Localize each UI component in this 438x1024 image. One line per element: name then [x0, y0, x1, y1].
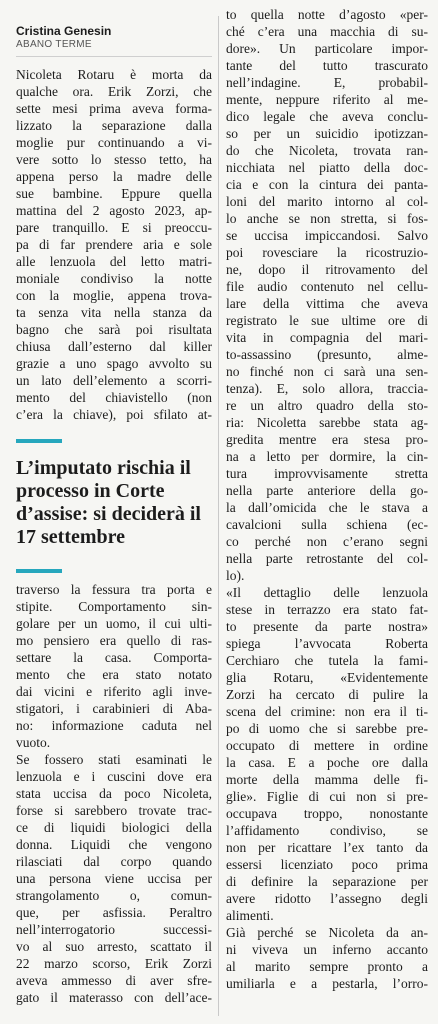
text-line: Zorzi ha cercato di pulire la [226, 687, 428, 702]
text-line: cavalcioni sulla schiena (ec- [226, 517, 428, 532]
text-line: tura improvvisamente stretta [226, 466, 428, 481]
text-line: avere ridotto l’assegno degli [226, 891, 428, 906]
text-line: nell’interrogatorio successi- [16, 922, 212, 937]
text-line: loni del marito intorno al col- [226, 194, 428, 209]
left-column [16, 0, 212, 1006]
text-line: cia e con la cintura dei panta- [226, 177, 428, 192]
text-line: lo). [226, 568, 245, 583]
text-line: l’affidamento condiviso, se [226, 823, 428, 838]
text-line: tenza). E, solo allora, traccia- [226, 381, 428, 396]
text-line: «Il dettaglio delle lenzuola [226, 585, 428, 600]
text-line: mo pensiero era quello di ras- [16, 633, 212, 648]
text-line: gredita mentre era stesa pro- [226, 432, 428, 447]
text-line: occupava troppo, nonostante [226, 806, 429, 821]
text-line: al marito sempre pronto a [226, 959, 428, 974]
text-line: alimenti. [226, 908, 274, 923]
text-line: ne, dopo il ritrovamento del [226, 262, 428, 277]
text-line: grazie a uno spago avvolto su [16, 356, 212, 371]
article-body-right [226, 6, 428, 992]
text-line: non per ricattare l’ex tanto da [226, 840, 428, 855]
text-line: do che Nicoleta, trovata ran- [226, 143, 428, 158]
text-line: to-assassino (presunto, alme- [226, 347, 428, 362]
text-line: donna. Liquidi che vengono [16, 837, 212, 852]
text-line: golare per un uomo, il cui ulti- [16, 616, 212, 631]
text-line: vuoto. [16, 735, 51, 750]
text-line: nella parte anteriore della go- [226, 483, 428, 498]
text-line: stese in terrazzo era stato fat- [226, 602, 428, 617]
text-line: file audio contenuto nel cellu- [226, 279, 428, 294]
text-line: essersi licenziato poco prima [226, 857, 428, 872]
text-line: Nicoleta Rotaru è morta da [16, 67, 212, 82]
text-line: po di uomo che si sarebbe pre- [226, 721, 428, 736]
text-line: mattina del 2 agosto 2023, ap- [16, 203, 213, 218]
text-line: occupato di mettere in ordine [226, 738, 428, 753]
text-line: scena del crimine: non era il ti- [226, 704, 429, 719]
text-line: di definire la separazione per [226, 874, 428, 889]
text-line: un lato dell’elemento a scorri- [16, 373, 213, 388]
text-line: moniale condiviso la notte [16, 271, 212, 286]
text-line: rilasciati dal corpo quando [16, 854, 212, 869]
text-line: bagno che sarà poi risultata [16, 322, 212, 337]
text-line: appena perso la madre delle [16, 169, 212, 184]
text-line: lenzuola e i cuscini dove era [16, 769, 213, 784]
article-body-top [16, 66, 212, 423]
text-line: to presente da parte nostra» [226, 619, 429, 634]
text-line: c’era la chiave), poi sfilato at- [16, 407, 213, 422]
text-line: Cerchiaro che tutela la fami- [226, 653, 428, 668]
text-line: lare della vittima che aveva [226, 296, 428, 311]
text-line: una persona viene uccisa per [16, 871, 212, 886]
text-line: glie». Figlie di cui non si pre- [226, 789, 428, 804]
subhead-accent-bar [16, 439, 62, 443]
text-line: Già perché se Nicoleta da an- [226, 925, 428, 940]
text-line: se uccisa impiccandosi. Salvo [226, 228, 428, 243]
text-line: glia Rotaru, «Evidentemente [226, 670, 429, 685]
text-line: dico legale che aveva conclu- [226, 109, 428, 124]
article-body-bottom [16, 581, 212, 1006]
text-line: Se fossero stati esaminati le [16, 752, 213, 767]
text-line: moglie pur continuando a vi- [16, 135, 212, 150]
byline-author: Cristina Genesin [16, 24, 112, 38]
text-line: ché c’era una macchia di su- [226, 24, 428, 39]
text-line: registrato le sue ultime ore di [226, 313, 428, 328]
text-line: lizzato la separazione dalla [16, 118, 212, 133]
text-line: no: informazione caduta nel [16, 718, 212, 733]
text-line: nell’indagine. E, probabil- [226, 75, 428, 90]
text-line: lo anche se non stretta, si fos- [226, 211, 428, 226]
text-line: re un altro quadro della sto- [226, 398, 428, 413]
text-line: ni viveva un inferno accanto [226, 942, 428, 957]
text-line: gato il materasso con dell’ace- [16, 990, 213, 1005]
text-line: mento del chiavistello (non [16, 390, 212, 405]
text-line: forse si sarebbero trovate trac- [16, 803, 213, 818]
right-column [226, 0, 428, 992]
text-line: mento che era stato notato [16, 667, 212, 682]
text-line: stata uccisa da poco Nicoleta, [16, 786, 212, 801]
text-line: ria: Nicoletta sarebbe stata ag- [226, 415, 429, 430]
text-line: tante del tutto trascurato [226, 58, 428, 73]
text-line: na a letto per dormire, la cin- [226, 449, 428, 464]
text-line: la dall’omicida che le stava a [226, 500, 428, 515]
text-line: dai vicini e riferito agli inve- [16, 684, 212, 699]
text-line: morte della mamma delle fi- [226, 772, 428, 787]
text-line: ta senza vita nella stanza da [16, 305, 212, 320]
text-line: strangolamento o, comun- [16, 888, 213, 903]
text-line: so per un suicidio ipotizzan- [226, 126, 429, 141]
text-line: nicchiata nel piatto della doc- [226, 160, 428, 175]
text-line: que, per asfissia. Peraltro [16, 905, 212, 920]
text-line: poi rovesciare la ricostruzio- [226, 245, 428, 260]
text-line: chiusa dall’esterno dal killer [16, 339, 212, 354]
text-line: la casa. E a poche ore dalla [226, 755, 428, 770]
text-line: vo al suo arresto, scattato il [16, 939, 213, 954]
text-line: aveva ammesso di aver sfre- [16, 973, 213, 988]
text-line: pare tranquillo. E si preoccu- [16, 220, 212, 235]
text-line: nella parte retrostante del col- [226, 551, 429, 566]
text-line: stigatori, i carabinieri di Aba- [16, 701, 213, 716]
subhead-accent-bar-bottom [16, 569, 62, 573]
text-line: spiega l’avvocata Roberta [226, 636, 428, 651]
text-line: sette mesi prima aveva forma- [16, 101, 212, 116]
text-line: traverso la fessura tra porta e [16, 582, 212, 597]
subheadline: L’imputato rischia il processo in Corte d’assise: si deciderà il 17 settembre [16, 457, 201, 548]
text-line: qualche ora. Erik Zorzi, che [16, 84, 212, 99]
text-line: alle lenzuola del letto matri- [16, 254, 212, 269]
text-line: vita in compagnia del mari- [226, 330, 428, 345]
text-line: vere sotto lo stesso tetto, ha [16, 152, 212, 167]
text-line: settare la casa. Comporta- [16, 650, 212, 665]
text-line: 22 marzo scorso, Erik Zorzi [16, 956, 212, 971]
text-line: co perché non c’erano segni [226, 534, 428, 549]
text-line: no finché non ci sarà una sen- [226, 364, 428, 379]
text-line: mente, neppure riferito al me- [226, 92, 428, 107]
text-line: stipite. Comportamento sin- [16, 599, 212, 614]
byline-place: ABANO TERME [16, 39, 212, 57]
text-line: sue bambine. Eppure quella [16, 186, 213, 201]
text-line: pa di far prendere aria e sole [16, 237, 212, 252]
text-line: con la moglie, appena trova- [16, 288, 212, 303]
text-line: umiliarla e a pestarla, l’orro- [226, 976, 429, 991]
text-line: dore». Un particolare impor- [226, 41, 428, 56]
text-line: to quella notte d’agosto «per- [226, 7, 429, 22]
column-divider [218, 16, 219, 1016]
text-line: ce di liquidi biologici della [16, 820, 212, 835]
